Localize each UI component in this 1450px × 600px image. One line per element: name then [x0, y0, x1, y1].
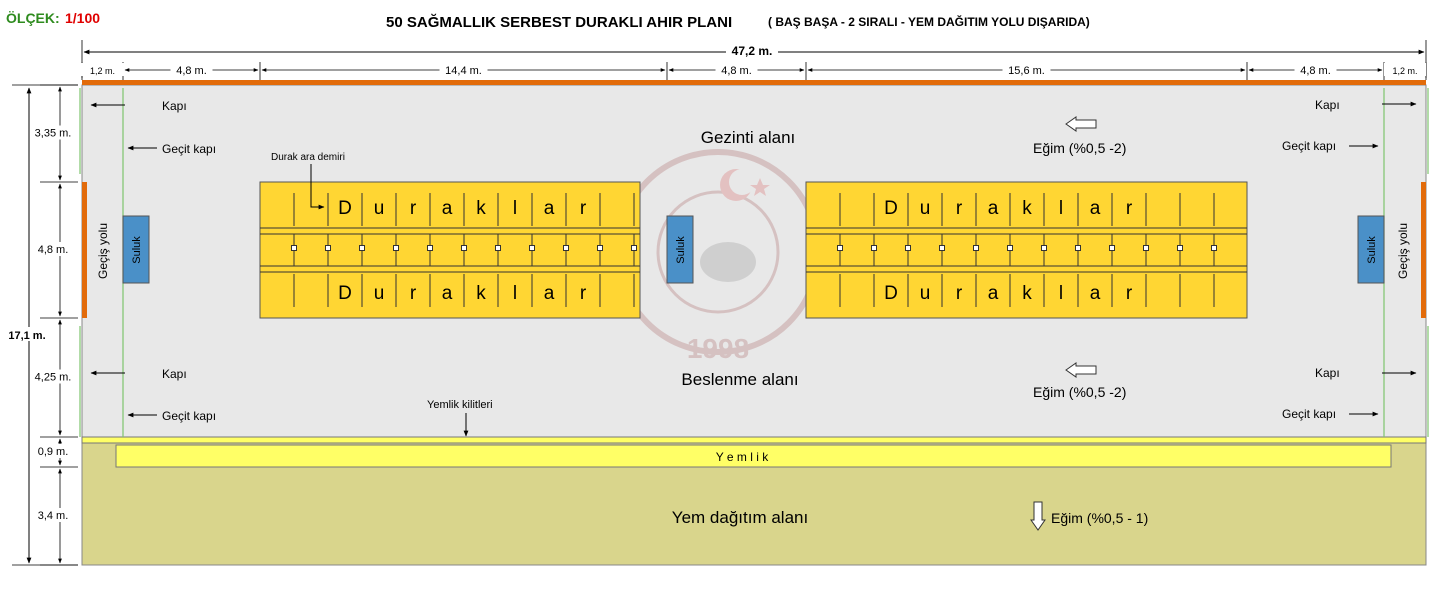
stall-letter: l	[512, 283, 518, 304]
water-trough-center-label: Suluk	[675, 236, 687, 264]
scale-label: ÖLÇEK:	[6, 10, 60, 26]
stall-letter: r	[579, 198, 587, 219]
passage-label-right: Geçiş yolu	[1396, 222, 1410, 280]
water-trough-left-label: Suluk	[131, 236, 143, 264]
row-dimension-label: 3,35 m.	[34, 127, 72, 140]
stall-letter: a	[987, 198, 999, 219]
segment-dimension-label: 14,4 m.	[445, 65, 482, 77]
divider-post	[496, 246, 501, 251]
stall-letter: u	[373, 198, 385, 219]
divider-post	[360, 246, 365, 251]
stall-letter: r	[955, 283, 963, 304]
stall-letter: l	[1058, 198, 1064, 219]
divider-post	[1042, 246, 1047, 251]
segment-dimension-label: 15,6 m.	[1008, 65, 1045, 77]
segment-dimension-label: 4,8 m.	[176, 65, 207, 77]
stall-letter: l	[1058, 283, 1064, 304]
row-dimension-label: 4,8 m.	[37, 244, 69, 256]
divider-post	[872, 246, 877, 251]
stall-letter: r	[409, 283, 417, 304]
total-height-dimension	[4, 85, 78, 565]
stall-letter: r	[579, 283, 587, 304]
divider-post	[974, 246, 979, 251]
stall-letter: r	[1125, 198, 1133, 219]
stall-letter: a	[1089, 198, 1101, 219]
svg-text:Geçit kapı: Geçit kapı	[162, 142, 217, 156]
svg-text:17,1 m.: 17,1 m.	[8, 330, 46, 342]
stall-letter: r	[1125, 283, 1133, 304]
segment-dimension-label: 4,8 m.	[1300, 65, 1331, 77]
divider-post	[292, 246, 297, 251]
divider-post	[1178, 246, 1183, 251]
stall-letter: u	[373, 283, 385, 304]
feeder-rail	[82, 437, 1426, 443]
stall-letter: D	[884, 283, 898, 304]
row-dimension-label: 4,25 m.	[34, 371, 72, 384]
svg-text:Geçit kapı: Geçit kapı	[162, 409, 217, 423]
divider-post	[462, 246, 467, 251]
row-dimension-label: 0,9 m.	[37, 446, 69, 458]
divider-post	[906, 246, 911, 251]
svg-text:Yemlik kilitleri: Yemlik kilitleri	[427, 399, 493, 411]
svg-text:Geçit kapı: Geçit kapı	[1282, 139, 1337, 153]
passage-label-left: Geçiş yolu	[96, 222, 110, 280]
divider-post	[838, 246, 843, 251]
stall-letter: D	[884, 198, 898, 219]
svg-text:Eğim (%0,5 - 1): Eğim (%0,5 - 1)	[1051, 510, 1149, 526]
divider-post	[598, 246, 603, 251]
svg-text:47,2 m.: 47,2 m.	[731, 44, 773, 58]
stall-letter: u	[919, 198, 931, 219]
divider-post	[940, 246, 945, 251]
divider-post	[564, 246, 569, 251]
segment-dimension-label: 4,8 m.	[721, 65, 752, 77]
svg-text:Kapı: Kapı	[1315, 98, 1340, 112]
row-dimension-label: 3,4 m.	[37, 510, 69, 522]
row-dimensions	[33, 85, 78, 565]
svg-text:Kapı: Kapı	[162, 367, 187, 381]
divider-post	[428, 246, 433, 251]
page-title: 50 SAĞMALLIK SERBEST DURAKLI AHIR PLANI	[386, 14, 733, 31]
svg-text:Kapı: Kapı	[1315, 366, 1340, 380]
divider-post	[1144, 246, 1149, 251]
divider-post	[394, 246, 399, 251]
stall-letter: D	[338, 283, 352, 304]
divider-post	[1212, 246, 1217, 251]
stall-letter: D	[338, 198, 352, 219]
walking-area-label: Gezinti alanı	[700, 128, 796, 147]
svg-text:Kapı: Kapı	[162, 99, 187, 113]
divider-post	[1110, 246, 1115, 251]
svg-text:Durak ara demiri: Durak ara demiri	[271, 152, 345, 163]
segment-dimensions	[82, 62, 1427, 80]
watermark-year: 1998	[686, 333, 750, 364]
divider-post	[530, 246, 535, 251]
right-passage-wall	[1421, 182, 1426, 318]
stall-letter: k	[1022, 283, 1032, 304]
divider-post	[1008, 246, 1013, 251]
top-wall	[82, 80, 1426, 85]
stall-letter: a	[543, 283, 555, 304]
feeder-label: Y e m l i k	[715, 450, 769, 464]
stall-letter: k	[1022, 198, 1032, 219]
feed-distribution-label: Yem dağıtım alanı	[671, 508, 809, 527]
divider-post	[326, 246, 331, 251]
segment-dimension-label: 1,2 m.	[89, 66, 116, 76]
stall-letter: a	[441, 198, 453, 219]
stall-letter: r	[955, 198, 963, 219]
svg-text:Eğim (%0,5 -2): Eğim (%0,5 -2)	[1033, 384, 1127, 400]
feeding-area-label: Beslenme alanı	[681, 370, 799, 389]
divider-post	[1076, 246, 1081, 251]
stall-letter: a	[987, 283, 999, 304]
stall-letter: r	[409, 198, 417, 219]
water-trough-right-label: Suluk	[1366, 236, 1378, 264]
scale-value: 1/100	[65, 10, 101, 26]
stall-letter: a	[1089, 283, 1101, 304]
svg-text:Eğim (%0,5 -2): Eğim (%0,5 -2)	[1033, 140, 1127, 156]
segment-dimension-label: 1,2 m.	[1392, 66, 1418, 76]
stall-letter: k	[476, 283, 486, 304]
stall-letter: l	[512, 198, 518, 219]
stall-letter: u	[919, 283, 931, 304]
svg-text:Geçit kapı: Geçit kapı	[1282, 407, 1337, 421]
stall-letter: k	[476, 198, 486, 219]
stall-letter: a	[441, 283, 453, 304]
page-subtitle: ( BAŞ BAŞA - 2 SIRALI - YEM DAĞITIM YOLU DIŞARIDA)	[768, 15, 1090, 29]
stall-letter: a	[543, 198, 555, 219]
divider-post	[632, 246, 637, 251]
left-passage-wall	[82, 182, 87, 318]
